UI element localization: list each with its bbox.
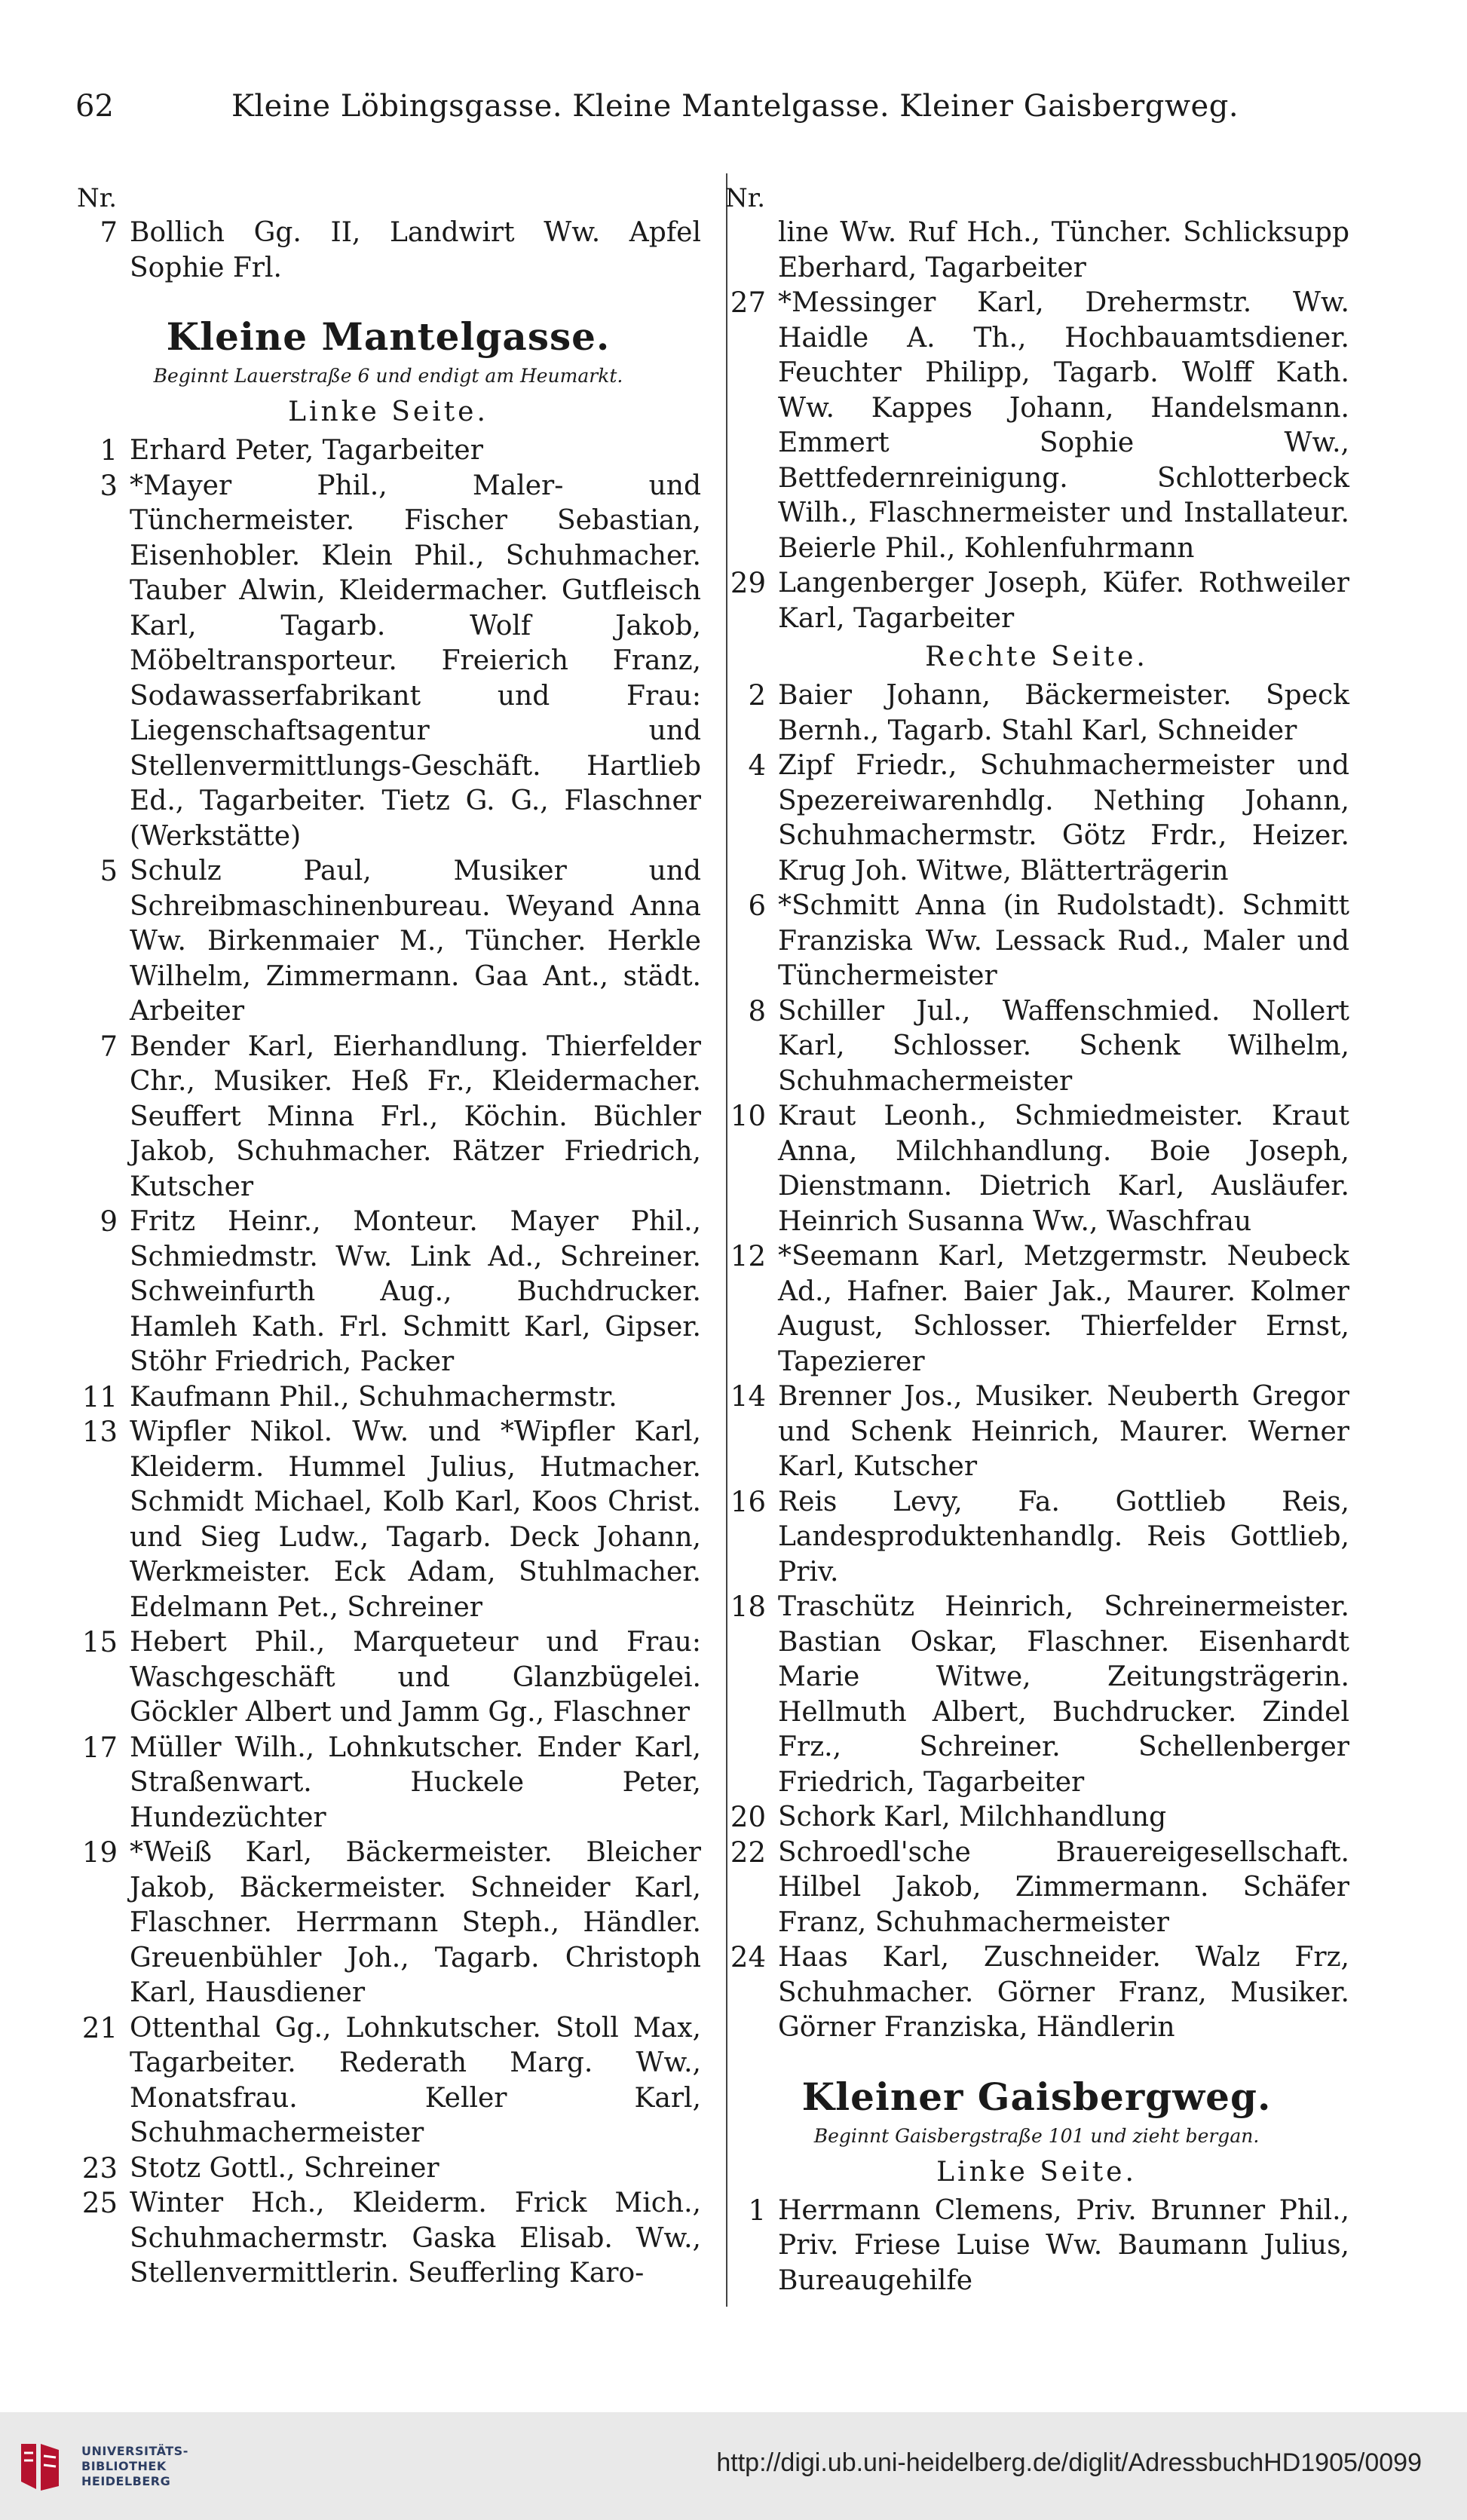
address-entry [75,1731,701,1836]
address-entry [724,994,1349,1100]
resident-list: Erhard Peter, Tagarbeiter [130,435,483,466]
address-entry [724,1940,1349,2046]
library-name: UNIVERSITÄTS- BIBLIOTHEK HEIDELBERG [81,2443,188,2488]
house-number: 14 [730,1380,766,1413]
continuation-entry [724,216,1349,286]
house-number: 20 [730,1801,766,1833]
resident-list: Ottenthal Gg., Lohnkutscher. Stoll Max, Tagarbeiter. Rederath Marg. Ww., Monatsfrau. Keller Karl, Schuhmachermeister [130,2012,701,2148]
house-number: 24 [730,1941,766,1973]
resident-list: Kraut Leonh., Schmiedmeister. Kraut Anna, Milchhandlung. Boie Joseph, Dienstmann. Dietrich Karl, Ausläufer. Heinrich Susanna Ww., Waschfrau [778,1101,1349,1237]
left-entries [75,433,701,2292]
address-entry [75,2151,701,2187]
address-entry [724,1485,1349,1591]
house-number: 7 [100,1030,118,1063]
address-entry [75,1380,701,1416]
resident-list: Herrmann Clemens, Priv. Brunner Phil., Priv. Friese Luise Ww. Baumann Julius, Bureaugehilfe [778,2194,1349,2296]
house-number: 16 [730,1485,766,1518]
running-title: Kleine Löbingsgasse. Kleine Mantelgasse. Kleiner Gaisbergweg. [231,89,1239,124]
left-top-entries [75,216,701,286]
left-column [75,181,701,2292]
house-number: 10 [730,1100,766,1132]
address-entry [75,1415,701,1625]
address-entry [75,433,701,469]
address-entry [724,1590,1349,1800]
section-subtitle: Beginnt Lauerstraße 6 und endigt am Heumarkt. [153,365,623,387]
resident-list: Müller Wilh., Lohnkutscher. Ender Karl, Straßenwart. Huckele Peter, Hundezüchter [130,1732,701,1833]
resident-list: Schork Karl, Milchhandlung [778,1802,1167,1833]
resident-list: *Messinger Karl, Drehermstr. Ww. Haidle A. Th., Hochbauamtsdiener. Feuchter Philipp, Tagarb. Wolff Kath. Ww. Kappes Johann, Handelsmann. Emmert Sophie Ww., Bettfedernreinigung. Schlotterbeck Wilh., Flaschnermeister und Installateur. Beierle Phil., Kohlenfuhrmann [778,287,1349,564]
resident-list: Zipf Friedr., Schuhmachermeister und Spezereiwarenhdlg. Nething Johann, Schuhmachermstr. Götz Frdr., Heizer. Krug Joh. Witwe, Blätterträgerin [778,750,1349,886]
house-number: 25 [81,2187,118,2219]
house-number: 22 [730,1836,766,1869]
address-entry [75,1205,701,1380]
address-entry [724,749,1349,889]
resident-list: Fritz Heinr., Monteur. Mayer Phil., Schmiedmstr. Ww. Link Ad., Schreiner. Schweinfurth Aug., Buchdrucker. Hamleh Kath. Frl. Schmitt Karl, Gipser. Stöhr Friedrich, Packer [130,1206,701,1377]
resident-list: Schulz Paul, Musiker und Schreibmaschinenbureau. Weyand Anna Ww. Birkenmaier M., Tüncher. Herkle Wilhelm, Zimmermann. Gaa Ant., städt. Arbeiter [130,856,701,1027]
side-heading-left: Linke Seite. [288,397,488,427]
page-number: 62 [75,89,114,124]
section-title-kleine-mantelgasse: Kleine Mantelgasse. [166,314,611,359]
house-number: 6 [748,890,766,922]
source-url-link[interactable]: http://digi.ub.uni-heidelberg.de/diglit/AdressbuchHD1905/0099 [716,2448,1422,2477]
right-entries [724,286,1349,636]
address-entry [724,566,1349,636]
house-number: 19 [81,1836,118,1869]
resident-list: Haas Karl, Zuschneider. Walz Frz, Schuhmacher. Görner Franz, Musiker. Görner Franziska, Händlerin [778,1942,1349,2043]
house-number: 23 [81,2151,118,2185]
address-entry [724,2194,1349,2299]
resident-list: Bollich Gg. II, Landwirt Ww. Apfel Sophie Frl. [130,217,701,283]
address-entry [75,216,701,286]
resident-list: Hebert Phil., Marqueteur und Frau: Waschgeschäft und Glanzbügelei. Göckler Albert und Jamm Gg., Flaschner [130,1627,701,1728]
resident-list: Schroedl'sche Brauereigesellschaft. Hilbel Jakob, Zimmermann. Schäfer Franz, Schuhmachermeister [778,1836,1349,1938]
address-entry [75,469,701,855]
house-number: 29 [730,567,766,599]
resident-list: *Weiß Karl, Bäckermeister. Bleicher Jakob, Bäckermeister. Schneider Karl, Flaschner. Herrmann Steph., Händler. Greuenbühler Joh., Tagarb. Christoph Karl, Hausdiener [130,1837,701,2008]
resident-list: *Mayer Phil., Maler- und Tünchermeister. Fischer Sebastian, Eisenhobler. Klein Phil., Schuhmacher. Tauber Alwin, Kleidermacher. Gutfleisch Karl, Tagarb. Wolf Jakob, Möbeltransporteur. Freierich Franz, Sodawasserfabrikant und Frau: Liegenschaftsagentur und Stellenvermittlungs-Geschäft. Hartlieb Ed., Tagarbeiter. Tietz G. G., Flaschner (Werkstätte) [130,470,701,852]
library-seal-icon [14,2436,66,2497]
address-entry [724,678,1349,749]
address-entry [724,1800,1349,1836]
house-number: 1 [748,2194,766,2227]
side-heading-left: Linke Seite. [936,2156,1137,2188]
house-number: 1 [100,434,118,467]
house-number: 3 [100,469,118,502]
gaisbergweg-entries [724,2194,1349,2299]
address-entry [724,286,1349,566]
address-entry [724,1836,1349,1941]
resident-list: Reis Levy, Fa. Gottlieb Reis, Landesproduktenhandlg. Reis Gottlieb, Priv. [778,1486,1349,1588]
resident-list: Bender Karl, Eierhandlung. Thierfelder Chr., Musiker. Heß Fr., Kleidermacher. Seuffert Minna Frl., Köchin. Büchler Jakob, Schuhmacher. Rätzer Friedrich, Kutscher [130,1030,701,1202]
page-header [75,89,1282,142]
house-number: 21 [81,2011,118,2044]
resident-list: Schiller Jul., Waffenschmied. Nollert Karl, Schlosser. Schenk Wilhelm, Schuhmachermeister [778,995,1349,1097]
right-side-entries [724,678,1349,2046]
section-subtitle: Beginnt Gaisbergstraße 101 und zieht bergan. [813,2124,1260,2147]
house-number: 9 [100,1205,118,1238]
nr-label: Nr. [725,183,766,213]
resident-list: *Seemann Karl, Metzgermstr. Neubeck Ad., Hafner. Baier Jak., Maurer. Kolmer August, Schlosser. Thierfelder Ernst, Tapezierer [778,1241,1349,1377]
address-entry [75,854,701,1030]
house-number: 15 [81,1626,118,1658]
resident-list: Kaufmann Phil., Schuhmachermstr. [130,1381,617,1413]
right-column [724,181,1349,2298]
resident-list: Wipfler Nikol. Ww. und *Wipfler Karl, Kleiderm. Hummel Julius, Hutmacher. Schmidt Michael, Kolb Karl, Koos Christ. und Sieg Ludw., Tagarb. Deck Johann, Werkmeister. Eck Adam, Stuhlmacher. Edelmann Pet., Schreiner [130,1416,701,1623]
resident-list: Baier Johann, Bäckermeister. Speck Bernh., Tagarb. Stahl Karl, Schneider [778,680,1349,746]
address-entry [724,1239,1349,1379]
entry-text: line Ww. Ruf Hch., Tüncher. Schlicksupp Eberhard, Tagarbeiter [778,217,1349,283]
house-number: 12 [730,1240,766,1272]
house-number: 2 [748,679,766,712]
resident-list: Stotz Gottl., Schreiner [130,2152,439,2184]
house-number: 27 [730,286,766,319]
side-heading-right: Rechte Seite. [925,641,1148,672]
house-number: 4 [748,749,766,782]
house-number: 18 [730,1591,766,1623]
resident-list: Winter Hch., Kleiderm. Frick Mich., Schuhmachermstr. Gaska Elisab. Ww., Stellenvermittlerin. Seufferling Karo- [130,2188,701,2289]
house-number: 11 [81,1380,118,1413]
address-entry [724,1379,1349,1485]
library-logo [14,2436,188,2497]
address-entry [75,2011,701,2151]
section-title-kleiner-gaisbergweg: Kleiner Gaisbergweg. [801,2074,1272,2119]
address-entry [724,889,1349,994]
house-number: 7 [100,216,118,249]
resident-list: Brenner Jos., Musiker. Neuberth Gregor und Schenk Heinrich, Maurer. Werner Karl, Kutscher [778,1381,1349,1482]
address-entry [75,1625,701,1731]
address-entry [75,2186,701,2292]
house-number: 8 [748,994,766,1027]
resident-list: Langenberger Joseph, Küfer. Rothweiler Karl, Tagarbeiter [778,568,1349,634]
nr-label: Nr. [77,183,118,213]
house-number: 13 [81,1416,118,1448]
resident-list: *Schmitt Anna (in Rudolstadt). Schmitt Franziska Ww. Lessack Rud., Maler und Tünchermeister [778,890,1349,991]
address-entry [75,1836,701,2011]
house-number: 5 [100,855,118,887]
resident-list: Traschütz Heinrich, Schreinermeister. Bastian Oskar, Flaschner. Eisenhardt Marie Witwe, Zeitungsträgerin. Hellmuth Albert, Buchdrucker. Zindel Frz., Schreiner. Schellenberger Friedrich, Tagarbeiter [778,1591,1349,1798]
address-entry [75,1030,701,1205]
address-entry [724,1099,1349,1239]
footer-bar [0,2412,1467,2520]
house-number: 17 [81,1731,118,1764]
